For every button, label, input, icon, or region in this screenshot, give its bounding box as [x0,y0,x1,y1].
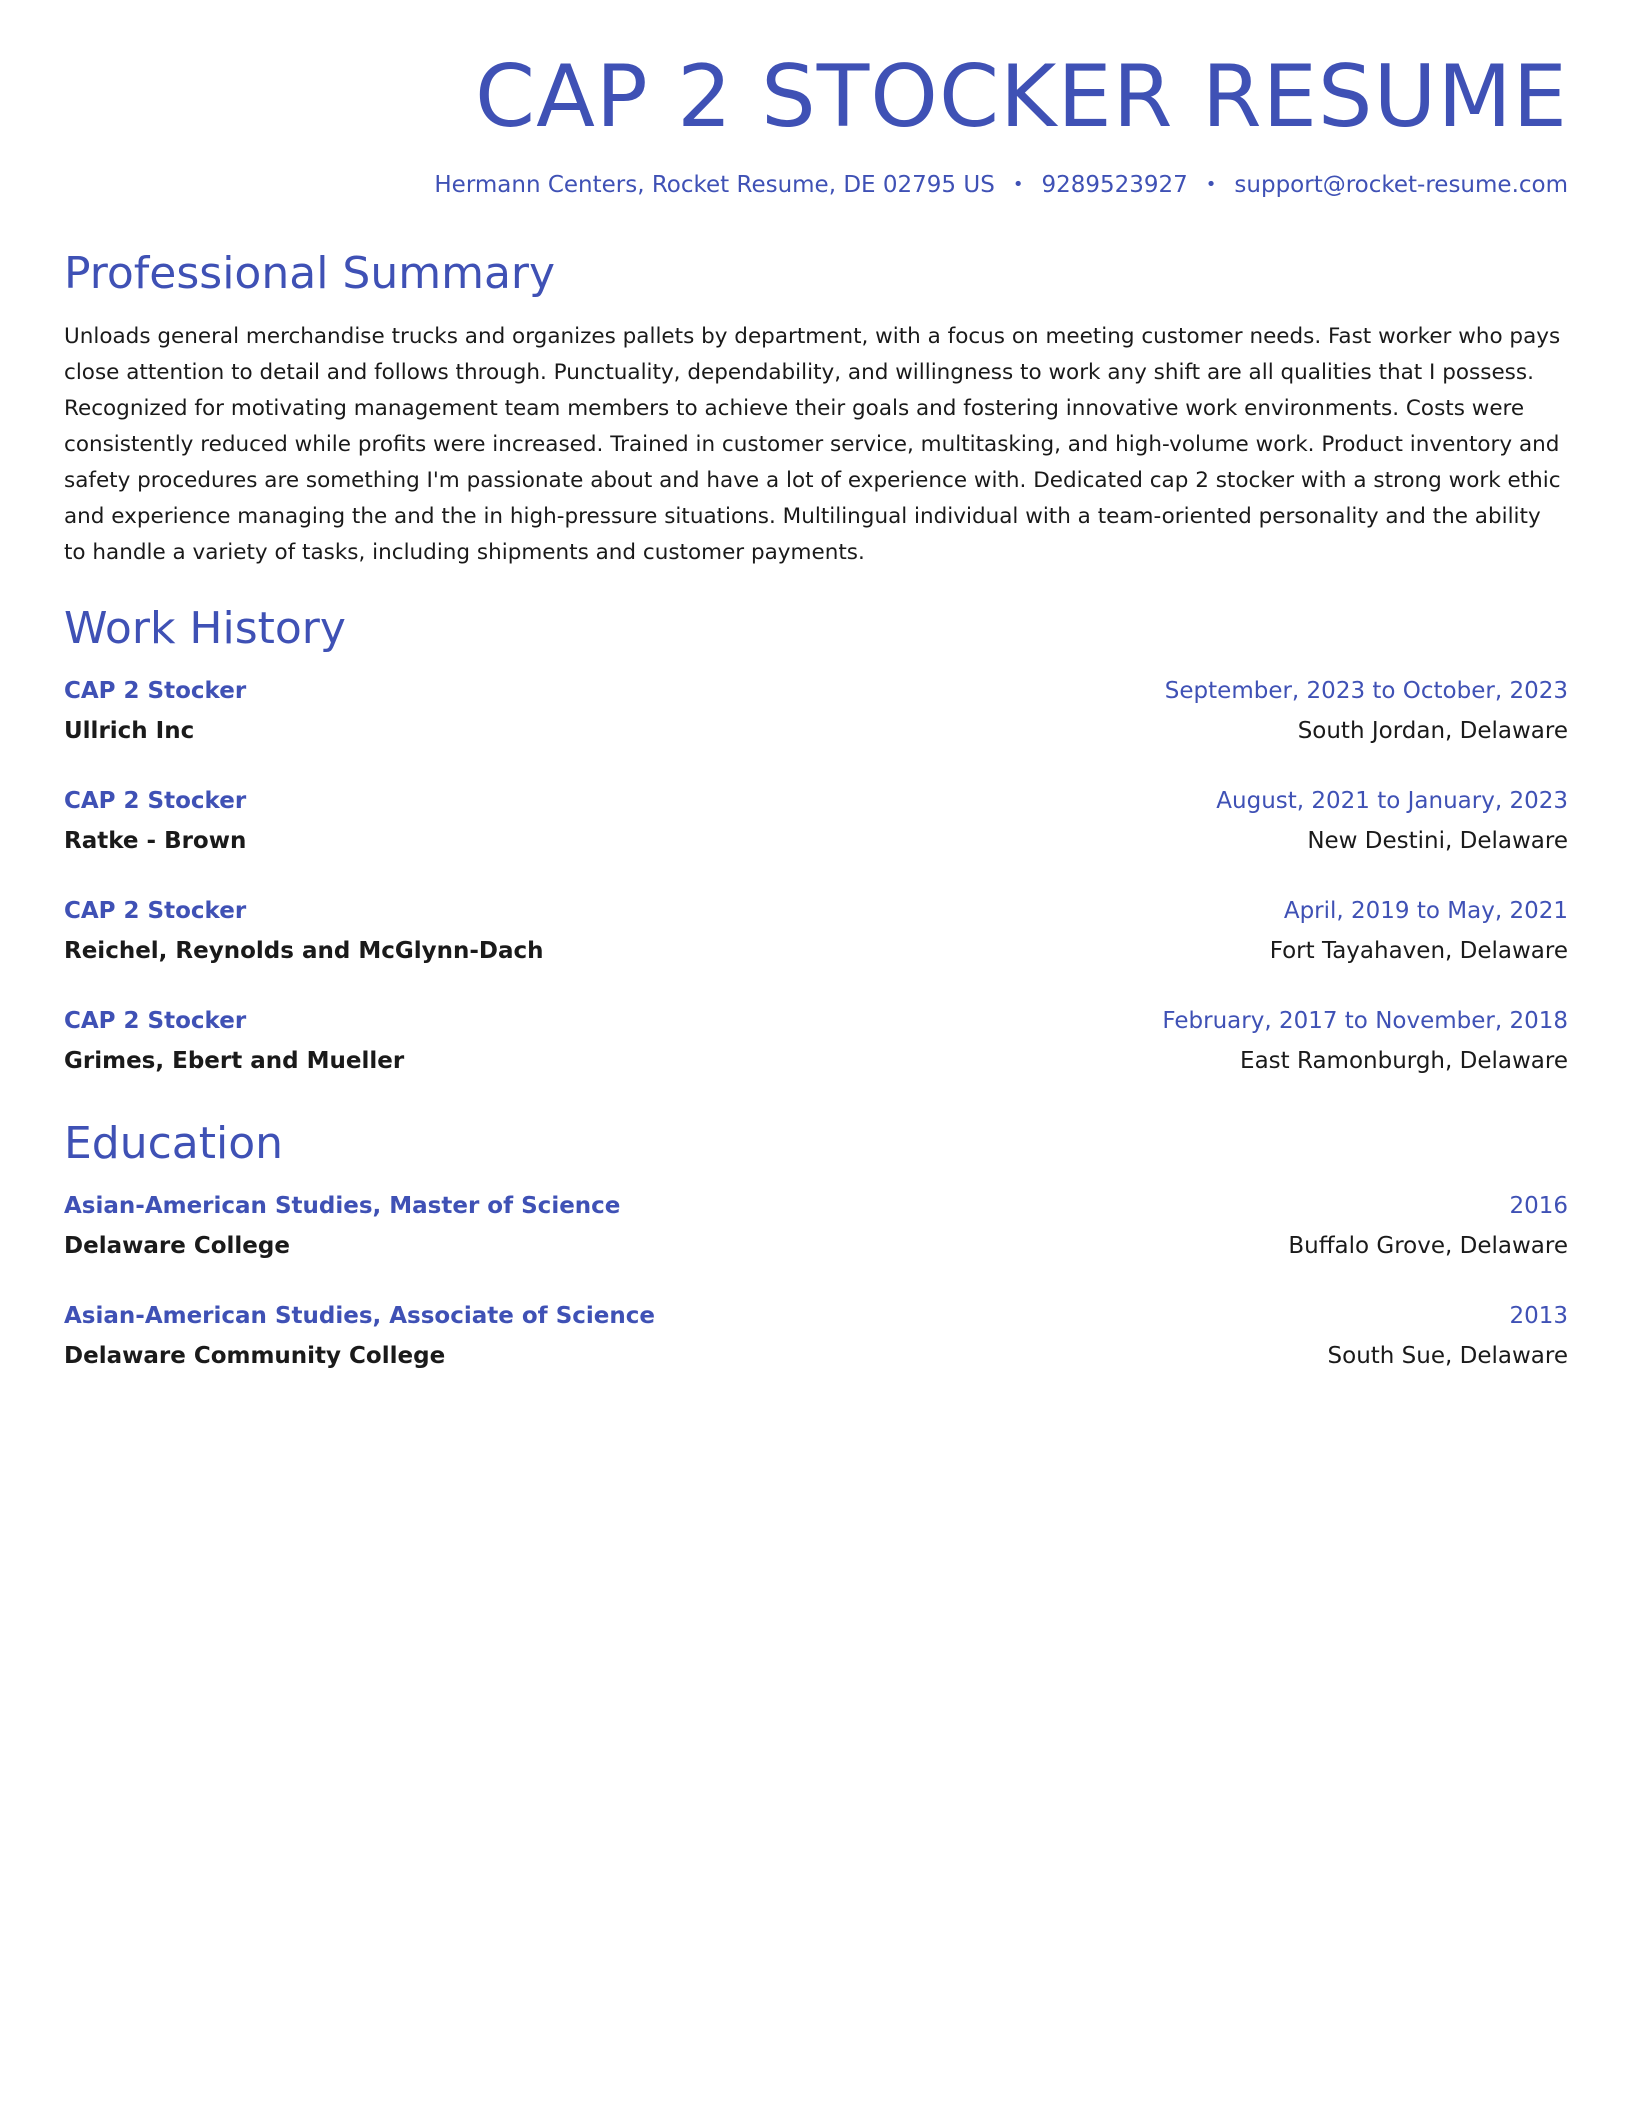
work-history-list [64,678,1568,1088]
job-location: Fort Tayahaven, Delaware [1269,937,1568,964]
job-dates: August, 2021 to January, 2023 [1216,787,1568,814]
separator-dot: • [1012,174,1024,196]
separator-dot: • [1205,174,1217,196]
employer-name: Grimes, Ebert and Mueller [64,1047,405,1074]
section-title-education: Education [64,1117,284,1169]
job-title: CAP 2 Stocker [64,677,247,704]
school-location: Buffalo Grove, Delaware [1288,1232,1568,1259]
job-title: CAP 2 Stocker [64,787,247,814]
school-location: South Sue, Delaware [1327,1342,1568,1369]
contact-address: Hermann Centers, Rocket Resume, DE 02795 US [434,172,995,199]
resume-header [64,0,1568,198]
employer-name: Reichel, Reynolds and McGlynn-Dach [64,937,544,964]
work-entry [64,898,1568,978]
section-title-summary: Professional Summary [64,248,556,300]
school-name: Delaware College [64,1232,290,1259]
job-title: CAP 2 Stocker [64,897,247,924]
employer-name: Ratke - Brown [64,827,247,854]
job-location: New Destini, Delaware [1307,827,1568,854]
section-title-work-history: Work History [64,603,346,655]
job-location: East Ramonburgh, Delaware [1240,1047,1568,1074]
work-entry [64,788,1568,868]
contact-email: support@rocket-resume.com [1234,172,1568,199]
job-dates: April, 2019 to May, 2021 [1283,897,1568,924]
contact-line [64,172,1568,198]
resume-title: CAP 2 STOCKER RESUME [475,47,1568,147]
work-entry [64,678,1568,758]
job-dates: September, 2023 to October, 2023 [1164,677,1568,704]
work-entry [64,1008,1568,1088]
contact-phone: 9289523927 [1041,172,1188,199]
job-location: South Jordan, Delaware [1297,717,1568,744]
job-dates: February, 2017 to November, 2018 [1162,1007,1568,1034]
education-entry [64,1193,1568,1273]
graduation-year: 2016 [1509,1192,1568,1219]
resume-page [64,0,1568,1413]
graduation-year: 2013 [1509,1302,1568,1329]
summary-paragraph: Unloads general merchandise trucks and organizes pallets by department, with a focus on meeting customer needs. Fast worker who pays close attention to detail and follows through. Punctuality, dependability, and willingness to work any shift are all qualities that I possess. Recognized for motivating management team members to achieve their goals and fostering innovative work environments. Costs were consistently reduced while profits were increased. Trained in customer service, multitasking, and high-volume work. Product inventory and safety procedures are something I'm passionate about and have a lot of experience with. Dedicated cap 2 stocker with a strong work ethic and experience managing the and the in high-pressure situations. Multilingual individual with a team-oriented personality and the ability to handle a variety of tasks, including shipments and customer payments. [64,324,1561,566]
job-title: CAP 2 Stocker [64,1007,247,1034]
school-name: Delaware Community College [64,1342,446,1369]
degree-title: Asian-American Studies, Master of Science [64,1192,621,1219]
education-entry [64,1303,1568,1383]
employer-name: Ullrich Inc [64,717,195,744]
degree-title: Asian-American Studies, Associate of Science [64,1302,655,1329]
education-list [64,1193,1568,1383]
